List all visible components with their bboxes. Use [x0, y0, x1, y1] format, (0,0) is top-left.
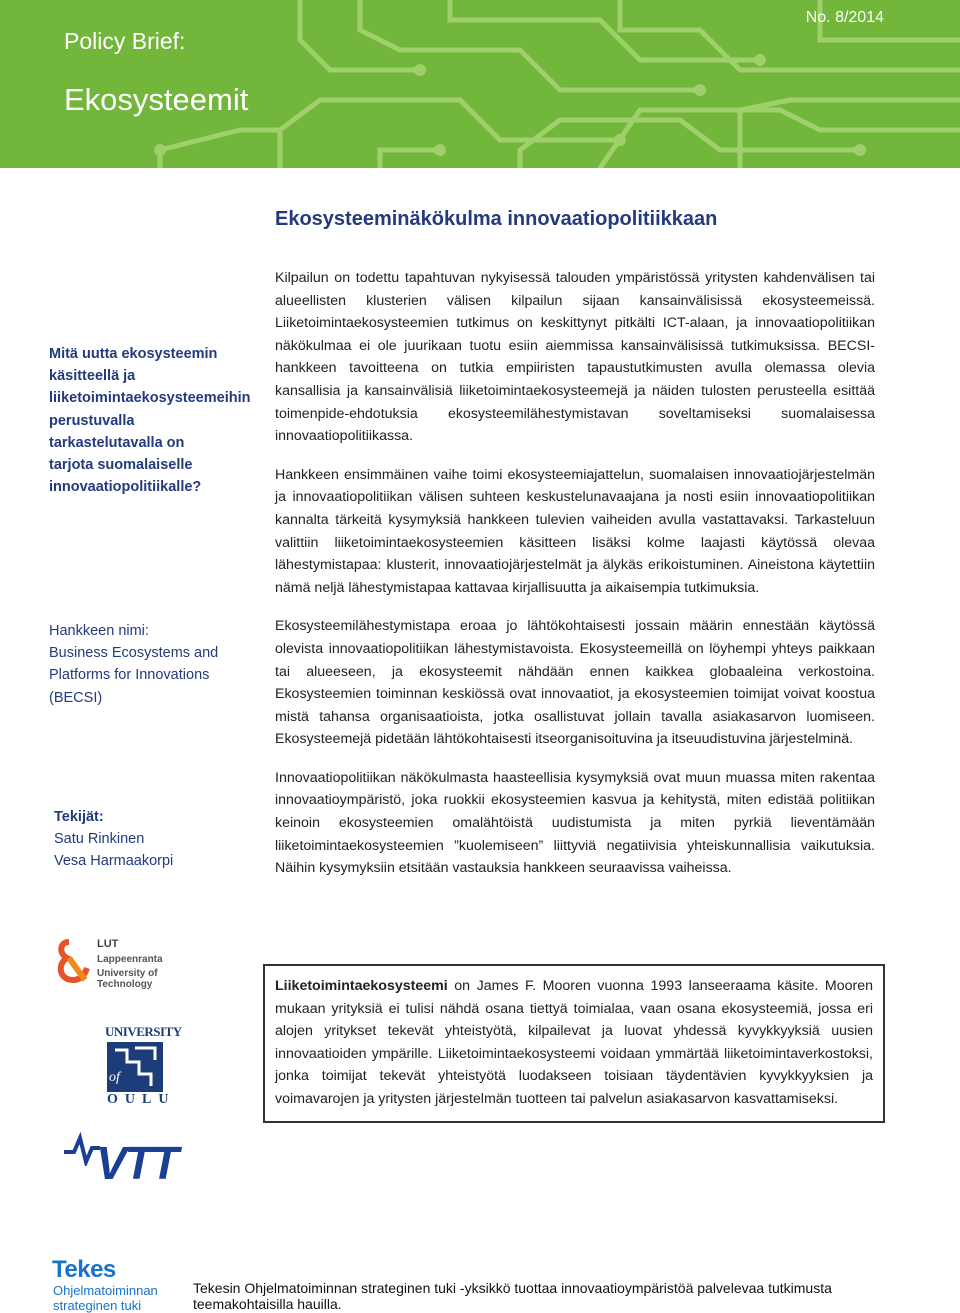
author-name: Vesa Harmaakorpi	[54, 853, 174, 870]
brief-label: Policy Brief:	[64, 28, 186, 54]
tekes-logo: Tekes	[52, 1256, 116, 1283]
lut-abbr: LUT	[97, 938, 119, 950]
definition-term: Liiketoimintaekosysteemi	[275, 978, 448, 994]
lut-mark-icon	[55, 938, 95, 986]
lut-name-2: University of Technology	[97, 968, 158, 990]
vtt-logo	[62, 1132, 210, 1188]
oulu-top: UNIVERSITY	[105, 1024, 182, 1039]
lut-name-1: Lappeenranta	[97, 954, 163, 965]
definition-text: on James F. Mooren vuonna 1993 lanseeraama käsite. Mooren mukaan yrityksiä ei tulisi nähdä osana tiettyä toimialaa, vaan osana ekosysteemiä, jossa eri alojen yritykset tekevät yhteistyötä, kilpailevat ja luovat yhdessä kyvykkyyksiä uusien innovaatioiden ympärille. Liiketoimintaekosysteemi voidaan ymmärtää liiketoimintaverkostoksi, jonka toimijat tekevät yhteistyötä luodakseen toisiaan täydentävien kyvykkyyksien ja voimavarojen ja yritysten järjestelmän tuotteen tai palvelun asiakasarvon kasvattamiseksi.	[275, 978, 873, 1107]
tekes-subtitle-line: strateginen tuki	[53, 1298, 142, 1313]
lut-logo	[55, 938, 215, 988]
authors	[54, 806, 224, 873]
project-label: Hankkeen nimi:	[49, 623, 149, 639]
tekes-subtitle-line: Ohjelmatoiminnan	[53, 1283, 158, 1298]
tekes-subtitle	[53, 1283, 158, 1313]
paragraph: Innovaatiopolitiikan näkökulmasta haasteellisia kysymyksiä ovat muun muassa miten rakentaa innovaatioympäristö, joka ruokkii ekosysteemien kasvua ja kehitystä, miten edistää politiikan keinoin ekosysteemien omalähtöistä uudistumista ja miten pyrkiä lieventämään liiketoimintaekosysteemien ”kuolemiseen” liittyviä negatiivisia yhteiskunnallisia vaikutuksia. Näihin kysymyksiin etsitään vastauksia hankkeen seuraavissa vaiheissa.	[275, 769, 875, 877]
oulu-logo	[105, 1024, 182, 1110]
oulu-bottom: OULU	[107, 1092, 176, 1107]
author-name: Satu Rinkinen	[54, 831, 145, 848]
issue-number: No. 8/2014	[805, 9, 884, 26]
page-title: Ekosysteeminäkökulma innovaatiopolitiikkaan	[275, 208, 718, 230]
paragraph: Kilpailun on todettu tapahtuvan nykyisessä talouden ympäristössä yritysten kahdenvälisen tai alueellisten klusterien välisen kilpailun sijaan kansainvälisissä ekosysteemeissä. Liiketoimintaekosysteemien tutkimus on keskittynyt pitkälti ICT-alaan, ja innovaatiopolitiikan näkökulmaa ei ole juurikaan tuotu esiin aiemmissa kansainvälisissä tutkimuksissa. BECSI-hankkeen tavoitteena on tutkia empiiristen tapaustutkimusten avulla olemassa olevia kansallisia ja kansainvälisiä liiketoimintaekosysteemejä ja näiden tulosten perusteella esittää toimenpide-ehdotuksia ekosysteemilähestymistavan soveltamiseksi suomalaisessa innovaatiopolitiikassa.	[275, 270, 875, 445]
authors-label: Tekijät:	[54, 809, 104, 825]
project-name: Business Ecosystems and Platforms for Innovations (BECSI)	[49, 645, 219, 706]
body-text	[275, 267, 875, 896]
oulu-of: of	[109, 1070, 120, 1085]
definition-box	[263, 964, 885, 1123]
brief-title: Ekosysteemit	[64, 82, 249, 117]
header-banner	[0, 0, 960, 168]
sidebar-question: Mitä uutta ekosysteemin käsitteellä ja liiketoimintaekosysteemeihin perustuvalla tarkastelutavalla on tarjota suomalaiselle innovaatiopolitiikalle?	[49, 346, 251, 496]
paragraph: Ekosysteemilähestymistapa eroaa jo lähtökohtaisesti jossain määrin ennestään käytössä olevista innovaatiopolitiikan lähestymistavoista. Ekosysteemeillä on löyhempi yhteys paikkaan tai alueeseen, ja ekosysteemit nähdään ennen kaikkea globaaleina verkostoina. Ekosysteemien toiminnan keskiössä ovat innovaatiot, ja ekosysteemien toimijat voivat koostua mistä tahansa organisaatioista, jotka osallistuvat jollain tavalla asiakasarvon luomiseen. Ekosysteemejä pidetään lähtökohtaisesti itseorganisoituvina ja itseuudistuvina järjestelminä.	[275, 618, 875, 748]
vtt-wordmark: VTT	[96, 1137, 177, 1189]
paragraph: Hankkeen ensimmäinen vaihe toimi ekosysteemiajattelun, suomalaisen innovaatiojärjestelmän ja innovaatiopolitiikan välisen suhteen keskustelunavaajana ja nosti esiin innovaatiopolitiikan kannalta tärkeitä kysymyksiä hankkeen tulevien vaiheiden avulla vastattavaksi. Tarkasteluun valittiin liiketoimintaekosysteemien käsitteen lisäksi kolme laajasti käytössä olevaa lähestymistapaa: klusterit, innovaatiojärjestelmät ja älykäs erikoistuminen. Aineistona käytettiin nämä neljä lähestymistapaa kattavaa kirjallisuutta ja aikaisempia tutkimuksia.	[275, 466, 875, 596]
footer-text: Tekesin Ohjelmatoiminnan strateginen tuki -yksikkö tuottaa innovaatioympäristöä palvelevaa tutkimusta teemakohtaisilla hauilla.	[193, 1280, 832, 1312]
project-info	[49, 620, 229, 709]
